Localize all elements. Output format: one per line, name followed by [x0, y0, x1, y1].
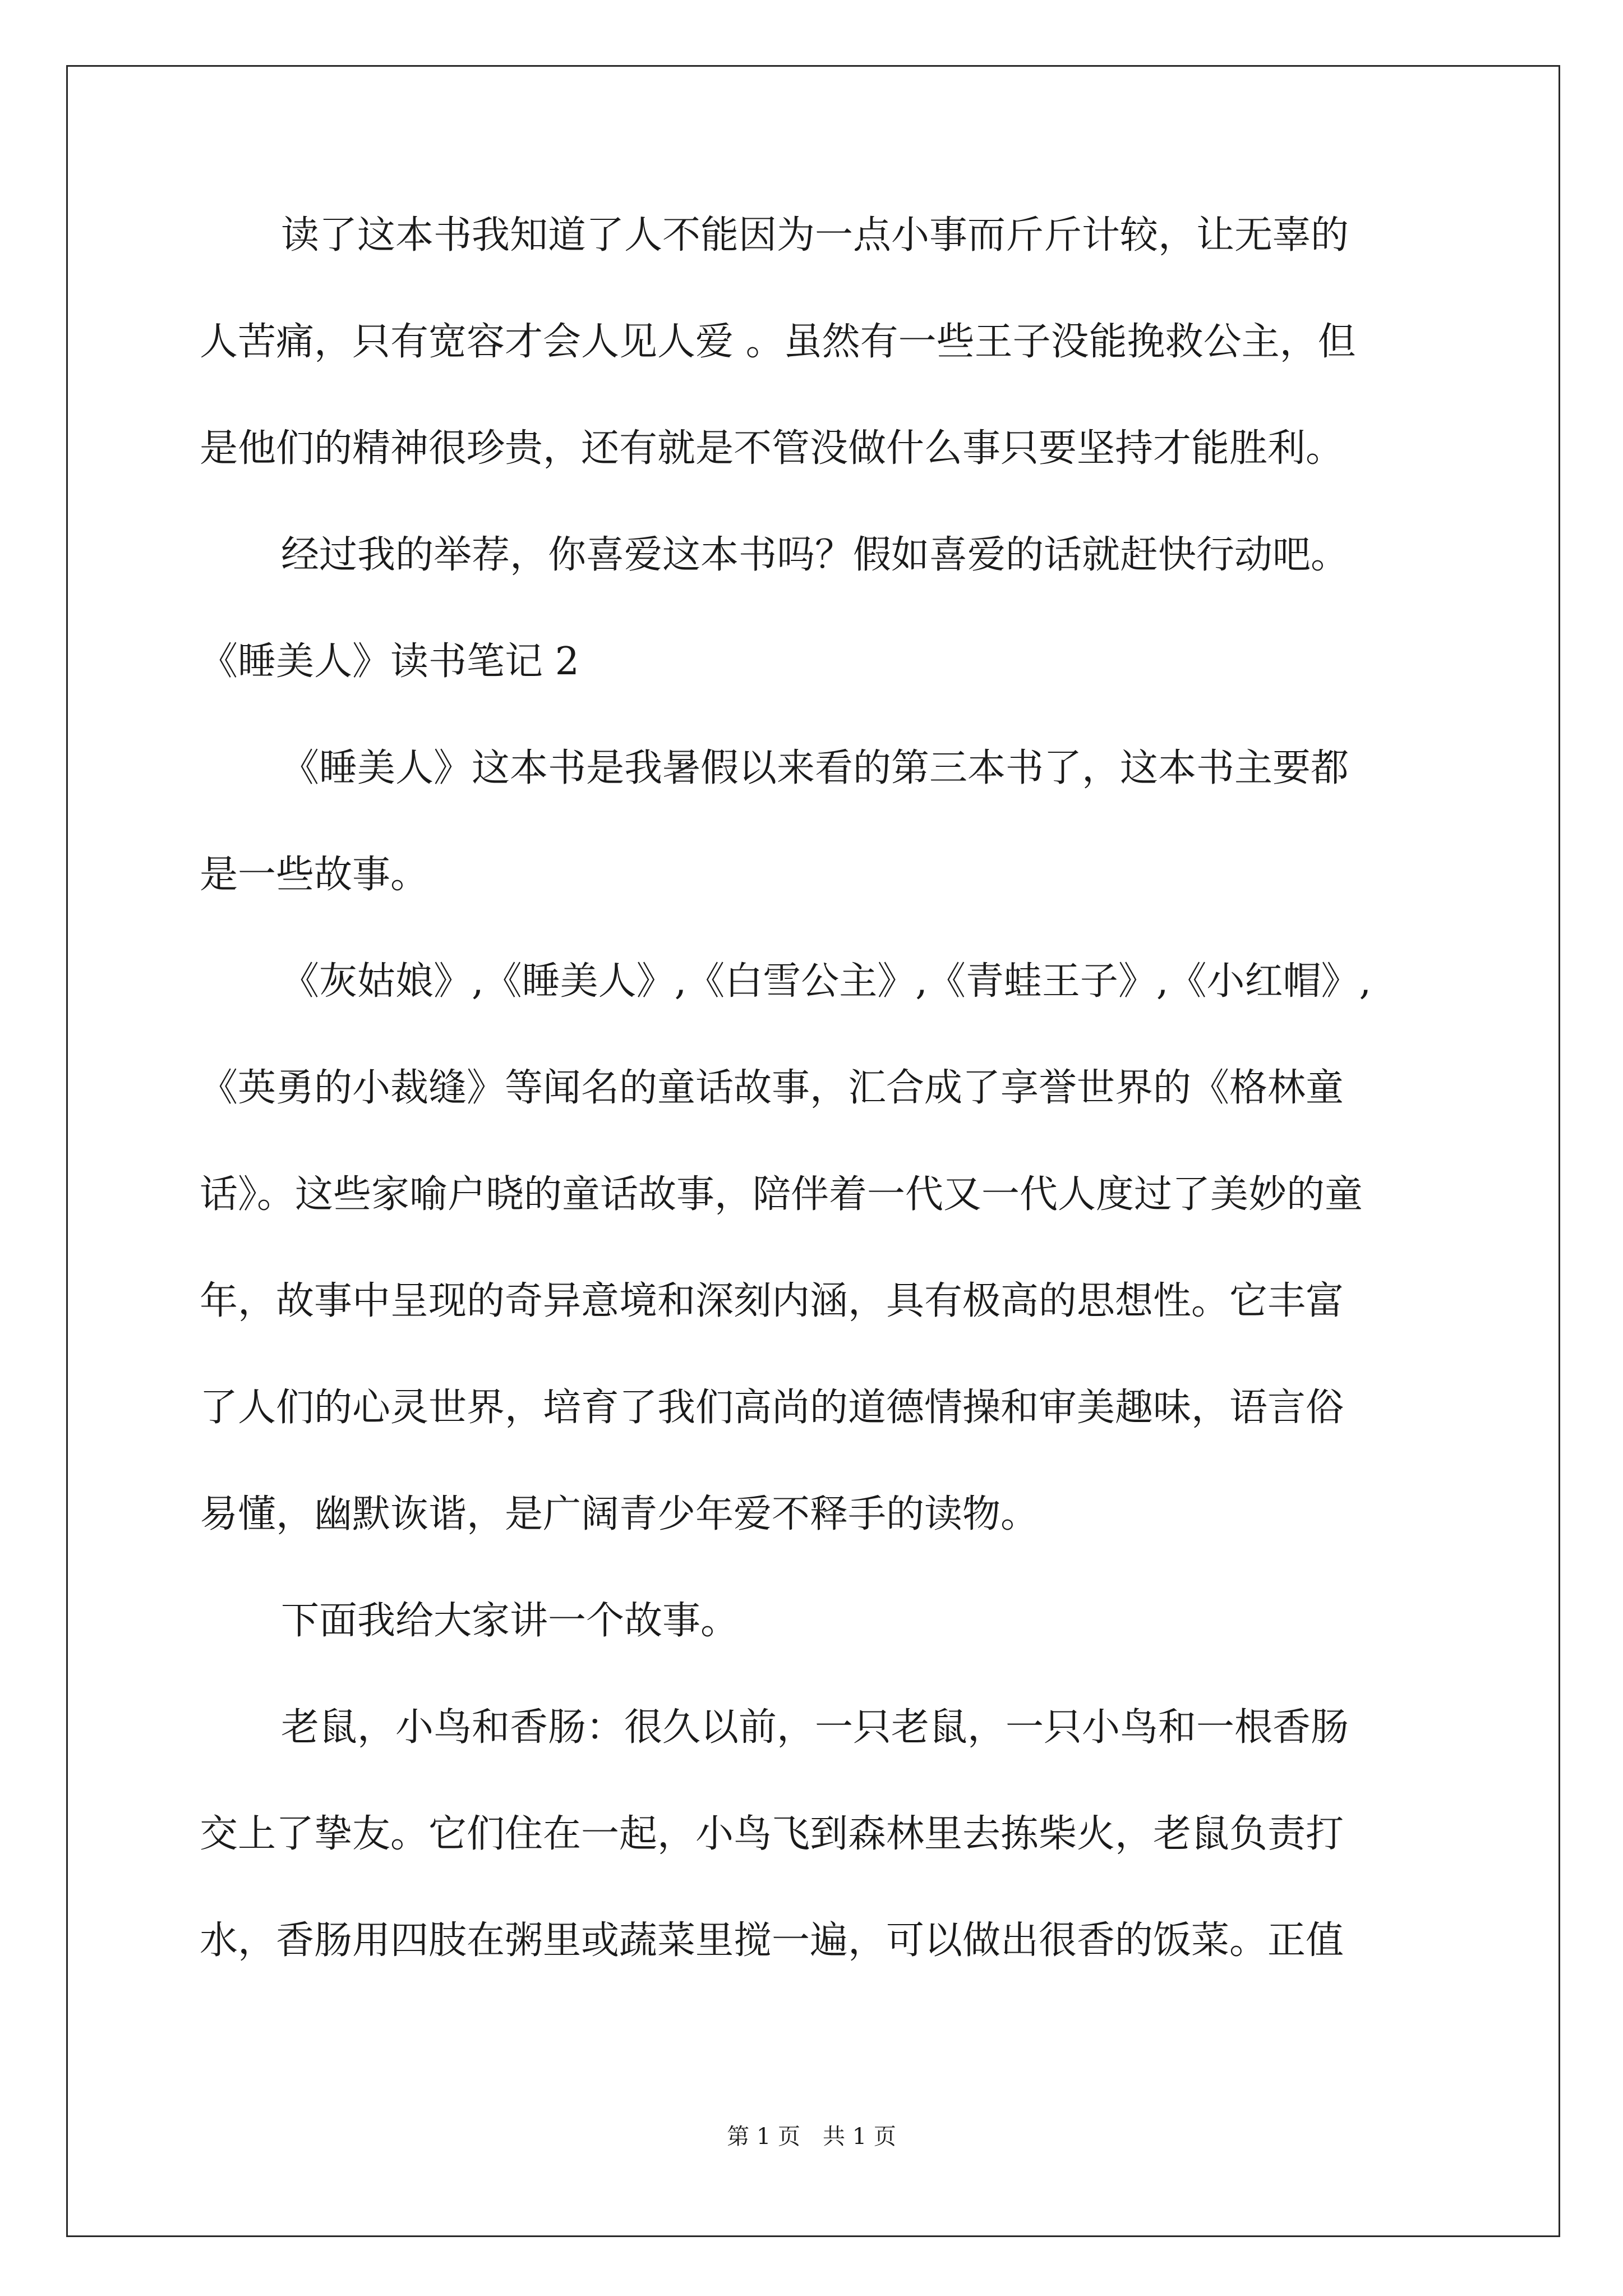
page-total: 共 1 页 [823, 2124, 896, 2150]
text-line: 经过我的举荐，你喜爱这本书吗？假如喜爱的话就赶快行动吧。 [281, 533, 1349, 577]
page-footer [0, 2123, 1623, 2150]
text-line: 读了这本书我知道了人不能因为一点小事而斤斤计较，让无辜的 [281, 213, 1349, 257]
text-line: 是一些故事。 [200, 853, 429, 897]
text-line: 交上了挚友。它们住在一起，小鸟飞到森林里去拣柴火，老鼠负责打 [200, 1812, 1344, 1856]
text-line: 《英勇的小裁缝》等闻名的童话故事，汇合成了享誉世界的《格林童 [200, 1066, 1344, 1110]
text-line: 下面我给大家讲一个故事。 [281, 1599, 739, 1643]
text-line: 年，故事中呈现的奇异意境和深刻内涵，具有极高的思想性。它丰富 [200, 1279, 1344, 1323]
text-line: 了人们的心灵世界，培育了我们高尚的道德情操和审美趣味，语言俗 [200, 1386, 1344, 1430]
text-line: 是他们的精神很珍贵，还有就是不管没做什么事只要坚持才能胜利。 [200, 426, 1344, 471]
text-line: 人苦痛，只有宽容才会人见人爱 。虽然有一些王子没能挽救公主，但 [200, 320, 1356, 364]
page-number: 第 1 页 [727, 2124, 800, 2150]
text-line: 话》。这些家喻户晓的童话故事，陪伴着一代又一代人度过了美妙的童 [200, 1172, 1363, 1217]
page-border [66, 65, 1560, 2237]
text-line: 易懂，幽默诙谐，是广阔青少年爱不释手的读物。 [200, 1492, 1039, 1536]
text-line: 水，香肠用四肢在粥里或蔬菜里搅一遍，可以做出很香的饭菜。正值 [200, 1918, 1344, 1963]
text-line: 《灰姑娘》,《睡美人》,《白雪公主》,《青蛙王子》,《小红帽》, [281, 959, 1372, 1004]
text-line: 《睡美人》这本书是我暑假以来看的第三本书了，这本书主要都 [281, 746, 1349, 790]
section-heading: 《睡美人》读书笔记 2 [200, 639, 579, 684]
text-line: 老鼠，小鸟和香肠：很久以前，一只老鼠，一只小鸟和一根香肠 [281, 1705, 1349, 1750]
